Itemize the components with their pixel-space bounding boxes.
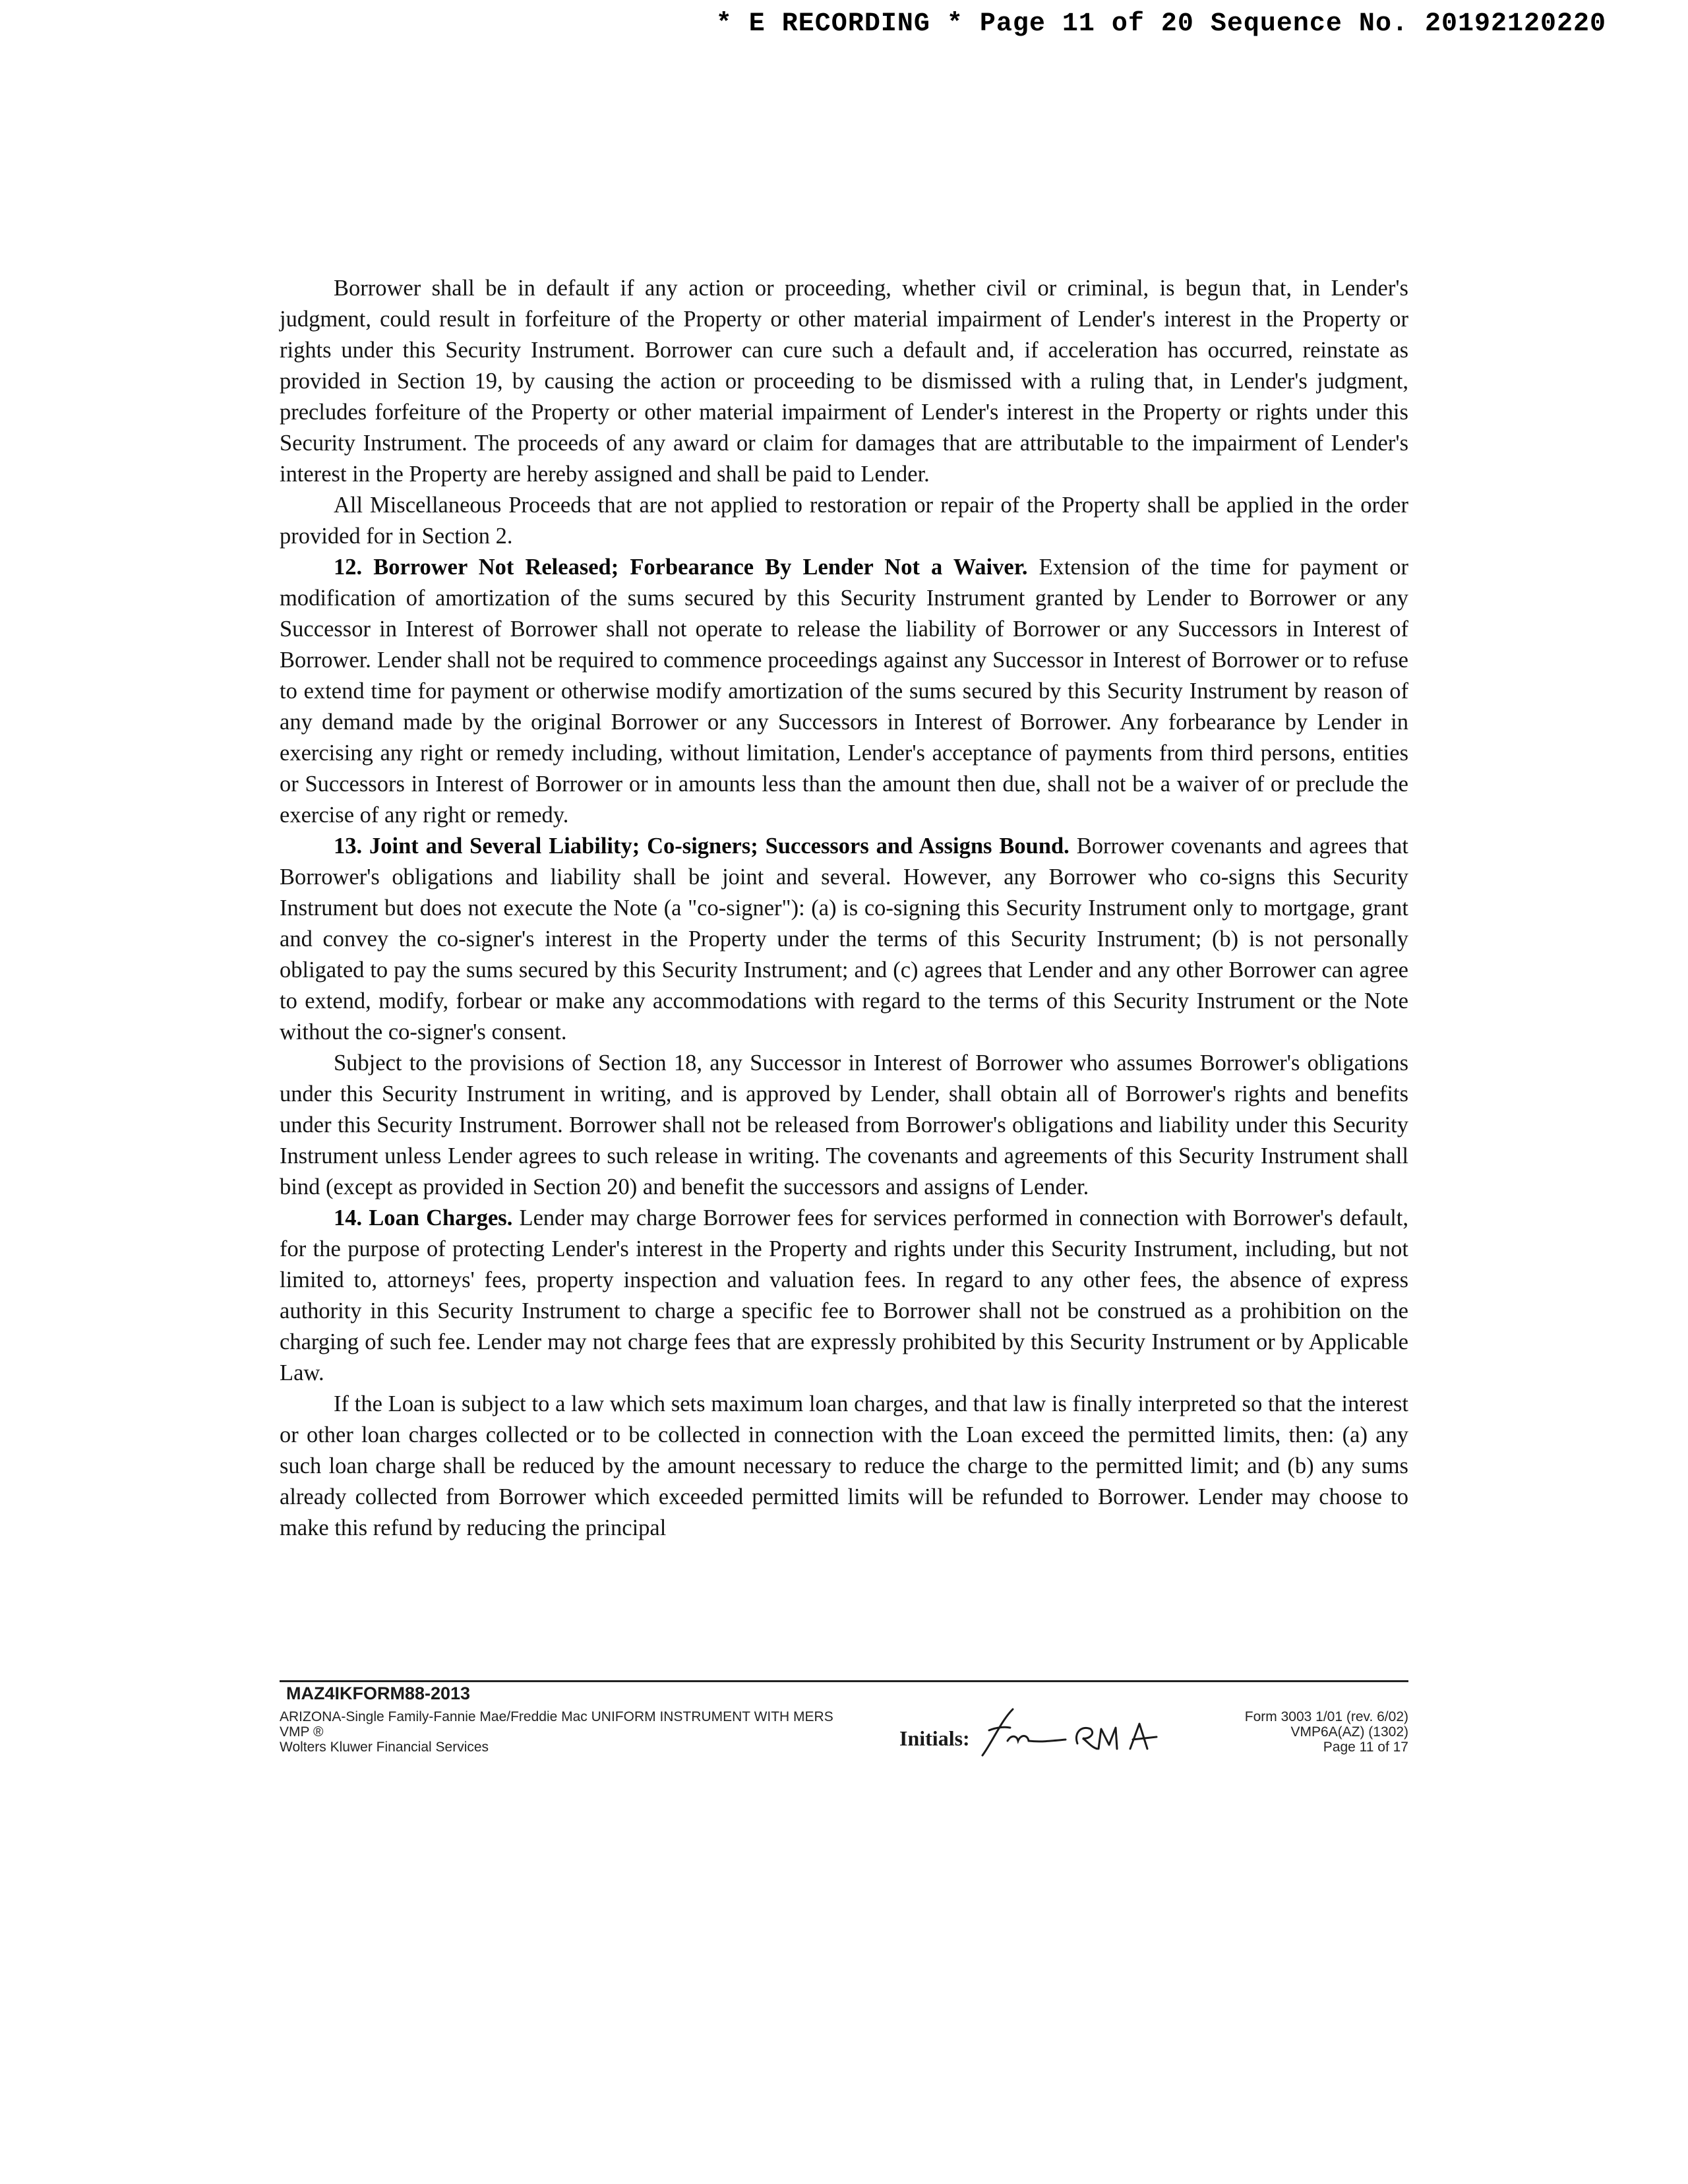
paragraph-successors: Subject to the provisions of Section 18, any Successor in Interest of Borrower who assumes Borrower's obligations under this Security Instrument in writing, and is approved by Lender, shall obtain all of Borrower's rights and benefits under this Security Instrument. Borrower shall not be released from Borrower's obligations and liability under this Security Instrument unless Lender agrees to such release in writing. The covenants and agreements of this Security Instrument shall bind (except as provided in Section 20) and benefit the successors and assigns of Lender.: [280, 1050, 1408, 1199]
footer-left-block: [280, 1709, 833, 1755]
footer-right-block: [1245, 1709, 1408, 1755]
paragraph-misc-proceeds: All Miscellaneous Proceeds that are not applied to restoration or repair of the Property shall be applied in the order provided for in Section 2.: [280, 493, 1408, 549]
form-code: MAZ4IKFORM88-2013: [286, 1684, 471, 1703]
footer-vmp-code: VMP6A(AZ) (1302): [1290, 1724, 1408, 1740]
paragraph-default: Borrower shall be in default if any action or proceeding, whether civil or criminal, is begun that, in Lender's judgment, could result in forfeiture of the Property or other material impairment of Lender's interest in the Property or rights under this Security Instrument. Borrower can cure such a default and, if acceleration has occurred, reinstate as provided in Section 19, by causing the action or proceeding to be dismissed with a ruling that, in Lender's judgment, precludes forfeiture of the Property or other material impairment of Lender's interest in the Property or rights under this Security Instrument. The proceeds of any award or claim for damages that are attributable to the impairment of Lender's interest in the Property are hereby assigned and shall be paid to Lender.: [280, 276, 1408, 487]
footer-form-number: Form 3003 1/01 (rev. 6/02): [1244, 1709, 1408, 1724]
section-13-text: Borrower covenants and agrees that Borrower's obligations and liability shall be joint and several. However, any Borrower who co-signs this Security Instrument but does not execute the Note (a "co-signer"): (a) is co-signing this Security Instrument only to mortgage, grant and convey the co-signer's interest in the Property under the terms of this Security Instrument; (b) is not personally obligated to pay the sums secured by this Security Instrument; and (c) agrees that Lender and any other Borrower can agree to extend, modify, forbear or make any accommodations with regard to the terms of this Security Instrument or the Note without the co-signer's consent.: [280, 834, 1409, 1045]
document-body: [280, 273, 1408, 1544]
section-13-heading: 13. Joint and Several Liability; Co-signers; Successors and Assigns Bound.: [334, 834, 1070, 859]
section-13: [280, 831, 1408, 1048]
section-12-text: Extension of the time for payment or modification of amortization of the sums secured by this Security Instrument granted by Lender to Borrower or any Successor in Interest of Borrower shall not operate to release the liability of Borrower or any Successors in Interest of Borrower. Lender shall not be required to commence proceedings against any Successor in Interest of Borrower or to refuse to extend time for payment or otherwise modify amortization of the sums secured by this Security Instrument by reason of any demand made by the original Borrower or any Successors in Interest of Borrower. Any forbearance by Lender in exercising any right or remedy including, without limitation, Lender's acceptance of payments from third persons, entities or Successors in Interest of Borrower or in amounts less than the amount then due, shall not be a waiver of or preclude the exercise of any right or remedy.: [280, 555, 1409, 828]
footer-form-title: ARIZONA-Single Family-Fannie Mae/Freddie Mac UNIFORM INSTRUMENT WITH MERS: [280, 1709, 833, 1724]
recording-header: * E RECORDING * Page 11 of 20 Sequence No. 20192120220: [715, 9, 1606, 39]
handwritten-initials: [975, 1701, 1186, 1767]
footer-page-number: Page 11 of 17: [1323, 1740, 1408, 1755]
footer-vmp: VMP ®: [280, 1724, 324, 1740]
section-14-heading: 14. Loan Charges.: [334, 1205, 513, 1230]
footer-publisher: Wolters Kluwer Financial Services: [280, 1740, 489, 1755]
section-14-text: Lender may charge Borrower fees for services performed in connection with Borrower's default, for the purpose of protecting Lender's interest in the Property and rights under this Security Instrument, including, but not limited to, attorneys' fees, property inspection and valuation fees. In regard to any other fees, the absence of express authority in this Security Instrument to charge a specific fee to Borrower shall not be construed as a prohibition on the charging of such fee. Lender may not charge fees that are expressly prohibited by this Security Instrument or by Applicable Law.: [280, 1205, 1409, 1385]
section-14: [280, 1203, 1408, 1389]
section-12: [280, 552, 1408, 831]
paragraph-loan-limits: If the Loan is subject to a law which sets maximum loan charges, and that law is finally interpreted so that the interest or other loan charges collected or to be collected in connection with the Loan exceed the permitted limits, then: (a) any such loan charge shall be reduced by the amount necessary to reduce the charge to the permitted limit; and (b) any sums already collected from Borrower which exceeded permitted limits will be refunded to Borrower. Lender may choose to make this refund by reducing the principal: [280, 1391, 1408, 1540]
section-12-heading: 12. Borrower Not Released; Forbearance By Lender Not a Waiver.: [334, 555, 1028, 580]
footer-divider: [280, 1680, 1408, 1682]
initials-label: Initials:: [899, 1726, 970, 1750]
